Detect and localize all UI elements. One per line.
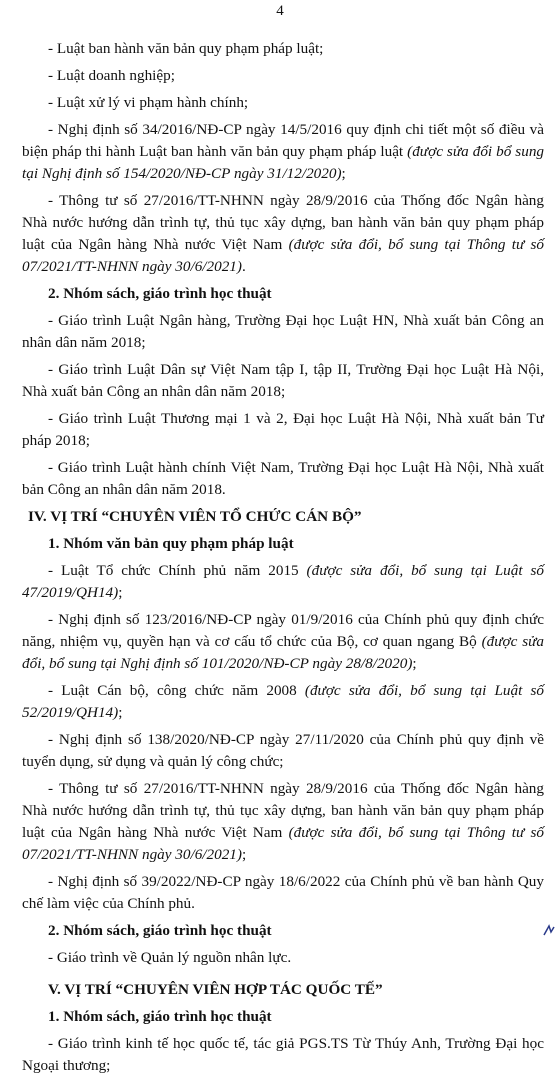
list-item (22, 408, 544, 452)
item-text: 2. Nhóm sách, giáo trình học thuật (48, 285, 272, 302)
list-item (22, 680, 544, 724)
list-item (22, 92, 544, 114)
item-text: - Giáo trình về Quản lý nguồn nhân lực. (48, 949, 292, 966)
item-text: 1. Nhóm văn bản quy phạm pháp luật (48, 535, 294, 552)
item-punctuation: ; (118, 704, 123, 721)
document-body (22, 38, 544, 1082)
section-heading (22, 533, 544, 555)
list-item (22, 560, 544, 604)
item-amendment-note: (được sửa đổi, bổ sung tại Nghị định số 101/2020/NĐ-CP ngày 28/8/2020) (22, 633, 544, 672)
item-punctuation: ; (241, 846, 247, 863)
section-heading (22, 283, 544, 305)
section-heading (22, 920, 544, 942)
item-text: - Luật Cán bộ, công chức năm 2008 (48, 682, 305, 699)
list-item (22, 947, 544, 969)
item-text: - Luật ban hành văn bản quy phạm pháp luật; (48, 40, 324, 57)
page-number: 4 (276, 3, 284, 19)
list-item (22, 38, 544, 60)
pen-mark-icon (542, 923, 556, 937)
item-amendment-note: (được sửa đổi bổ sung tại Nghị định số 154/2020/NĐ-CP ngày 31/12/2020) (22, 143, 545, 182)
item-text: 2. Nhóm sách, giáo trình học thuật (48, 922, 272, 939)
item-text: - Thông tư số 27/2016/TT-NHNN ngày 28/9/2016 của Thống đốc Ngân hàng Nhà nước hướng dẫn trình tự, thủ tục xây dựng, ban hành văn bản quy phạm pháp luật của Ngân hàng Nhà nước Việt Nam (22, 780, 544, 841)
item-amendment-note: (được sửa đổi, bổ sung tại Luật số 47/2019/QH14) (22, 562, 544, 601)
list-item (22, 609, 544, 675)
item-text: - Giáo trình kinh tế học quốc tế, tác giả PGS.TS Từ Thúy Anh, Trường Đại học Ngoại thương; (22, 1035, 544, 1074)
item-text: - Luật Tổ chức Chính phủ năm 2015 (48, 562, 307, 579)
list-item (22, 1033, 544, 1077)
item-text: - Thông tư số 27/2016/TT-NHNN ngày 28/9/2016 của Thống đốc Ngân hàng Nhà nước hướng dẫn trình tự, thủ tục xây dựng, ban hành văn bản quy phạm pháp luật của Ngân hàng Nhà nước Việt Nam (22, 192, 544, 253)
list-item (22, 871, 544, 915)
section-heading (22, 1006, 544, 1028)
list-item (22, 310, 544, 354)
item-text: - Nghị định số 138/2020/NĐ-CP ngày 27/11/2020 của Chính phủ quy định về tuyển dụng, sử dụng và quản lý công chức; (22, 731, 544, 770)
item-amendment-note: (được sửa đổi, bổ sung tại Luật số 52/2019/QH14) (22, 682, 544, 721)
item-text: - Giáo trình Luật Ngân hàng, Trường Đại học Luật HN, Nhà xuất bản Công an nhân dân năm 2018; (22, 312, 544, 351)
section-heading (22, 506, 544, 528)
item-punctuation: ; (412, 655, 417, 672)
item-punctuation: ; (118, 584, 123, 601)
item-text: - Giáo trình Luật Thương mại 1 và 2, Đại học Luật Hà Nội, Nhà xuất bản Tư pháp 2018; (22, 410, 544, 449)
list-item (22, 119, 544, 185)
item-text: - Giáo trình Luật hành chính Việt Nam, Trường Đại học Luật Hà Nội, Nhà xuất bản Công an nhân dân năm 2018. (22, 459, 544, 498)
item-punctuation: ; (341, 165, 346, 182)
item-amendment-note: (được sửa đổi, bổ sung tại Thông tư số 07/2021/TT-NHNN ngày 30/6/2021) (22, 236, 545, 275)
item-text: - Luật doanh nghiệp; (48, 67, 175, 84)
item-text: - Luật xử lý vi phạm hành chính; (48, 94, 249, 111)
list-item (22, 190, 544, 278)
list-item (22, 65, 544, 87)
list-item (22, 457, 544, 501)
list-item (22, 729, 544, 773)
item-text: 1. Nhóm sách, giáo trình học thuật (48, 1008, 272, 1025)
item-text: - Giáo trình Luật Dân sự Việt Nam tập I, tập II, Trường Đại học Luật Hà Nội, Nhà xuất bản Công an nhân dân năm 2018; (22, 361, 544, 400)
item-text: - Nghị định số 39/2022/NĐ-CP ngày 18/6/2022 của Chính phủ về ban hành Quy chế làm việc của Chính phủ. (22, 873, 544, 912)
list-item (22, 359, 544, 403)
item-amendment-note: (được sửa đổi, bổ sung tại Thông tư số 07/2021/TT-NHNN ngày 30/6/2021) (22, 824, 545, 863)
list-item (22, 778, 544, 866)
section-heading (22, 979, 544, 1001)
item-text: - Nghị định số 123/2016/NĐ-CP ngày 01/9/2016 của Chính phủ quy định chức năng, nhiệm vụ, quyền hạn và cơ cấu tổ chức của Bộ, cơ quan ngang Bộ (22, 611, 544, 650)
item-text: IV. VỊ TRÍ “CHUYÊN VIÊN TỔ CHỨC CÁN BỘ” (28, 508, 362, 525)
item-text: V. VỊ TRÍ “CHUYÊN VIÊN HỢP TÁC QUỐC TẾ” (48, 981, 383, 998)
item-punctuation: . (241, 258, 246, 275)
item-text: - Nghị định số 34/2016/NĐ-CP ngày 14/5/2016 quy định chi tiết một số điều và biện pháp thi hành Luật ban hành văn bản quy phạm pháp luật (22, 121, 544, 160)
